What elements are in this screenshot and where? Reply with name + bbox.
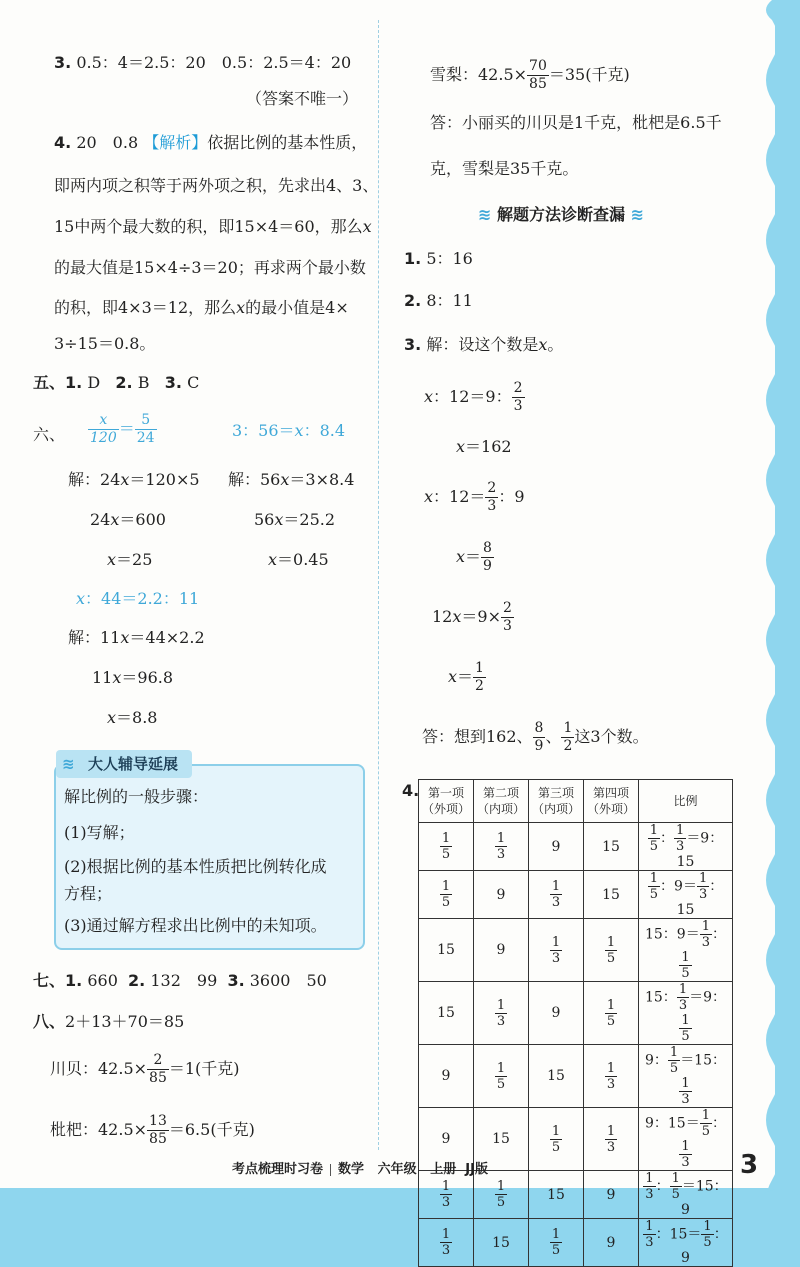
left-sec5: 五、1. D 2. B 3. C	[33, 373, 200, 392]
table-row	[419, 823, 733, 871]
sec6-p1-step2: 24x＝600	[90, 510, 166, 529]
guide-line3: (2)根据比例的基本性质把比例转化成	[64, 857, 327, 876]
fraction: $\frac{1}{3}$	[551, 934, 561, 966]
section-title: ≋ 解题方法诊断查漏 ≋	[478, 205, 644, 224]
fraction: $\frac{1}{5}$	[551, 1123, 561, 1155]
table-cell: 9	[584, 1171, 639, 1219]
table-cell	[529, 1108, 584, 1171]
table-row	[419, 1171, 733, 1219]
table-row	[419, 871, 733, 919]
left-q3-note: （答案不唯一）	[246, 89, 359, 108]
fraction: $\frac{1}{3}$	[496, 997, 506, 1029]
proportion-cell: 15：9＝ $\frac{1}{3}$ ： $\frac{1}{5}$	[639, 919, 733, 982]
left-sec7: 七、1. 660 2. 132 99 3. 3600 50	[33, 971, 327, 990]
table-header-row	[419, 780, 733, 823]
fraction: $\frac{1}{5}$	[551, 1227, 561, 1258]
table-row	[419, 1219, 733, 1267]
table-cell: 9	[419, 1108, 474, 1171]
fraction: $\frac{1}{3}$	[441, 1227, 451, 1258]
proportion-cell: 15： $\frac{1}{3}$ ＝9： $\frac{1}{5}$	[639, 982, 733, 1045]
proportion-cell: 9： $\frac{1}{5}$ ＝15： $\frac{1}{3}$	[639, 1045, 733, 1108]
table-cell	[474, 1045, 529, 1108]
guide-title: ≋ 大人辅导延展	[56, 750, 192, 778]
fraction: $\frac{1}{3}$	[645, 1219, 654, 1250]
table-row	[419, 982, 733, 1045]
proportion-cell: $\frac{1}{3}$ ：15＝ $\frac{1}{5}$ ：9	[639, 1219, 733, 1267]
analysis-tag: 【解析】	[143, 133, 208, 152]
fraction: $\frac{1}{3}$	[681, 1076, 690, 1107]
left-q4-line6: 3÷15＝0.8。	[54, 334, 156, 353]
fraction: $\frac{1}{5}$	[496, 1060, 506, 1092]
sec6-p2-step2: 56x＝25.2	[254, 510, 336, 529]
table-cell	[584, 1045, 639, 1108]
left-sec6-label: 六、	[33, 425, 66, 444]
fraction: $\frac{1}{5}$	[649, 823, 659, 854]
page-number: 3	[740, 1150, 759, 1180]
table-header: 第二项 （内项）	[474, 780, 529, 823]
right-answer-line2: 克，雪梨是35千克。	[430, 159, 579, 178]
fraction: $\frac{1}{3}$	[681, 1139, 690, 1170]
fraction: $\frac{1}{5}$	[681, 950, 690, 981]
table-cell	[474, 982, 529, 1045]
table-cell	[474, 823, 529, 871]
right-answer-line1: 答：小丽买的川贝是1千克，枇杷是6.5千	[430, 113, 722, 132]
table-cell	[529, 919, 584, 982]
fraction: $\frac{1}{3}$	[606, 1060, 616, 1092]
table-cell: 15	[474, 1219, 529, 1267]
table-cell	[529, 1219, 584, 1267]
q3-eq1: x：12＝9： $\frac{2}{3}$	[424, 380, 523, 414]
table-cell	[584, 1108, 639, 1171]
sec6-proportion-2: 3：56＝x：8.4	[232, 421, 346, 440]
table-cell	[584, 919, 639, 982]
right-q4-num: 4.	[402, 781, 420, 800]
fraction: $\frac{1}{3}$	[441, 1179, 451, 1210]
table-cell	[419, 823, 474, 871]
fraction: $\frac{1}{5}$	[701, 1108, 710, 1139]
table-cell: 9	[529, 823, 584, 871]
fraction: $\frac{1}{3}$	[698, 871, 708, 902]
fraction: $\frac{1}{3}$	[676, 823, 685, 854]
table-cell: 9	[474, 871, 529, 919]
left-q3: 3. 0.5：4＝2.5：20 0.5：2.5＝4：20	[54, 53, 352, 72]
table-header: 第四项 （外项）	[584, 780, 639, 823]
proportion-cell: 9：15＝ $\frac{1}{5}$ ： $\frac{1}{3}$	[639, 1108, 733, 1171]
sec6-proportion-1: $\frac{x}{120}$ ＝ $\frac{5}{24}$	[90, 412, 155, 446]
table-cell: 15	[584, 823, 639, 871]
left-q4-line5: 的积，即4×3＝12，那么x的最小值是4×	[54, 298, 349, 317]
table-cell	[584, 982, 639, 1045]
guide-line1: 解比例的一般步骤：	[64, 787, 209, 806]
table-row	[419, 919, 733, 982]
table-cell: 15	[419, 919, 474, 982]
table-header: 比例	[639, 780, 733, 823]
chuanbei-calc: 川贝：42.5× $\frac{2}{85}$ ＝1(千克)	[50, 1052, 240, 1086]
fraction: $\frac{1}{5}$	[441, 831, 451, 862]
fraction: $\frac{1}{5}$	[606, 934, 616, 966]
table-cell: 9	[584, 1219, 639, 1267]
sec6-p3-step1: 解：11x＝44×2.2	[68, 628, 205, 647]
q3-r2: x＝ $\frac{8}{9}$	[456, 540, 492, 574]
fraction: $\frac{1}{3}$	[645, 1171, 654, 1202]
guide-line2: (1)写解；	[64, 823, 135, 842]
fraction: $\frac{1}{5}$	[671, 1171, 680, 1202]
table-body	[419, 823, 733, 1267]
q3-r3: x＝ $\frac{1}{2}$	[448, 660, 484, 694]
proportion-cell: $\frac{1}{5}$ ：9＝ $\frac{1}{3}$ ：15	[639, 871, 733, 919]
left-sec8: 八、2＋13＋70＝85	[33, 1012, 185, 1031]
table-cell: 9	[529, 982, 584, 1045]
table-cell	[419, 1219, 474, 1267]
sec6-p3-step3: x＝8.8	[107, 708, 158, 727]
fraction: $\frac{1}{5}$	[681, 1013, 690, 1044]
q3-answer: 答：想到162、 $\frac{8}{9}$ 、 $\frac{1}{2}$ 这3个数。	[422, 720, 649, 754]
proportion-table	[418, 779, 733, 1267]
table-cell	[529, 871, 584, 919]
table-cell	[419, 1171, 474, 1219]
left-q4-line1: 4. 20 0.8 【解析】依据比例的基本性质，	[54, 133, 368, 152]
fraction: $\frac{1}{5}$	[606, 997, 616, 1029]
table-row	[419, 1045, 733, 1108]
fraction: $\frac{1}{5}$	[649, 871, 659, 902]
sec6-p2-step1: 解：56x＝3×8.4	[228, 470, 355, 489]
table-cell: 15	[419, 982, 474, 1045]
sec6-p1-step3: x＝25	[107, 550, 153, 569]
xueli-calc: 雪梨：42.5× $\frac{70}{85}$ ＝35(千克)	[430, 58, 630, 92]
table-cell	[474, 1171, 529, 1219]
table-cell: 15	[474, 1108, 529, 1171]
guide-line5: (3)通过解方程求出比例中的未知项。	[64, 916, 327, 935]
table-cell: 15	[529, 1045, 584, 1108]
table-header: 第三项 （内项）	[529, 780, 584, 823]
fraction: $\frac{1}{5}$	[441, 879, 451, 910]
guide-line4: 方程；	[64, 884, 113, 903]
sec6-p1-step1: 解：24x＝120×5	[68, 470, 200, 489]
wave-icon: ≋	[478, 205, 492, 224]
sec6-p2-step3: x＝0.45	[268, 550, 329, 569]
q3-r1: x＝162	[456, 437, 512, 456]
right-q1: 1. 5：16	[404, 249, 473, 268]
sec6-proportion-3: x：44＝2.2：11	[76, 589, 200, 608]
wave-icon: ≋	[62, 755, 75, 773]
sec6-p3-step2: 11x＝96.8	[92, 668, 174, 687]
pipa-calc: 枇杷：42.5× $\frac{13}{85}$ ＝6.5(千克)	[50, 1113, 255, 1147]
wave-border-right	[760, 0, 800, 1222]
table-cell: 9	[419, 1045, 474, 1108]
table-cell	[419, 871, 474, 919]
fraction: $\frac{1}{3}$	[678, 982, 688, 1013]
table-header: 第一项 （外项）	[419, 780, 474, 823]
fraction: $\frac{1}{5}$	[703, 1219, 712, 1250]
wave-icon: ≋	[630, 205, 644, 224]
proportion-cell: $\frac{1}{5}$ ： $\frac{1}{3}$ ＝9：15	[639, 823, 733, 871]
fraction: $\frac{1}{3}$	[551, 879, 561, 910]
table-cell: 15	[529, 1171, 584, 1219]
left-q4-line4: 的最大值是15×4÷3＝20；再求两个最小数	[54, 258, 366, 277]
table-cell: 9	[474, 919, 529, 982]
footer: 考点梳理时习卷 数学 六年级 上册 JJ版	[232, 1162, 488, 1177]
left-q4-line2: 即两内项之积等于两外项之积，先求出4、3、	[54, 176, 379, 195]
fraction: $\frac{1}{3}$	[701, 919, 710, 950]
right-q3-intro: 3. 解：设这个数是x。	[404, 335, 564, 354]
left-q4-line3: 15中两个最大数的积，即15×4＝60，那么x	[54, 217, 372, 236]
q3-eq3: 12x＝9× $\frac{2}{3}$	[432, 600, 512, 634]
q3-eq2: x：12＝ $\frac{2}{3}$ ：9	[424, 480, 525, 514]
right-q2: 2. 8：11	[404, 291, 473, 310]
fraction: $\frac{1}{3}$	[496, 831, 506, 862]
table-cell: 15	[584, 871, 639, 919]
fraction: $\frac{1}{5}$	[496, 1179, 506, 1210]
fraction: $\frac{1}{3}$	[606, 1123, 616, 1155]
fraction: $\frac{1}{5}$	[669, 1045, 679, 1076]
proportion-cell: $\frac{1}{3}$ ： $\frac{1}{5}$ ＝15：9	[639, 1171, 733, 1219]
